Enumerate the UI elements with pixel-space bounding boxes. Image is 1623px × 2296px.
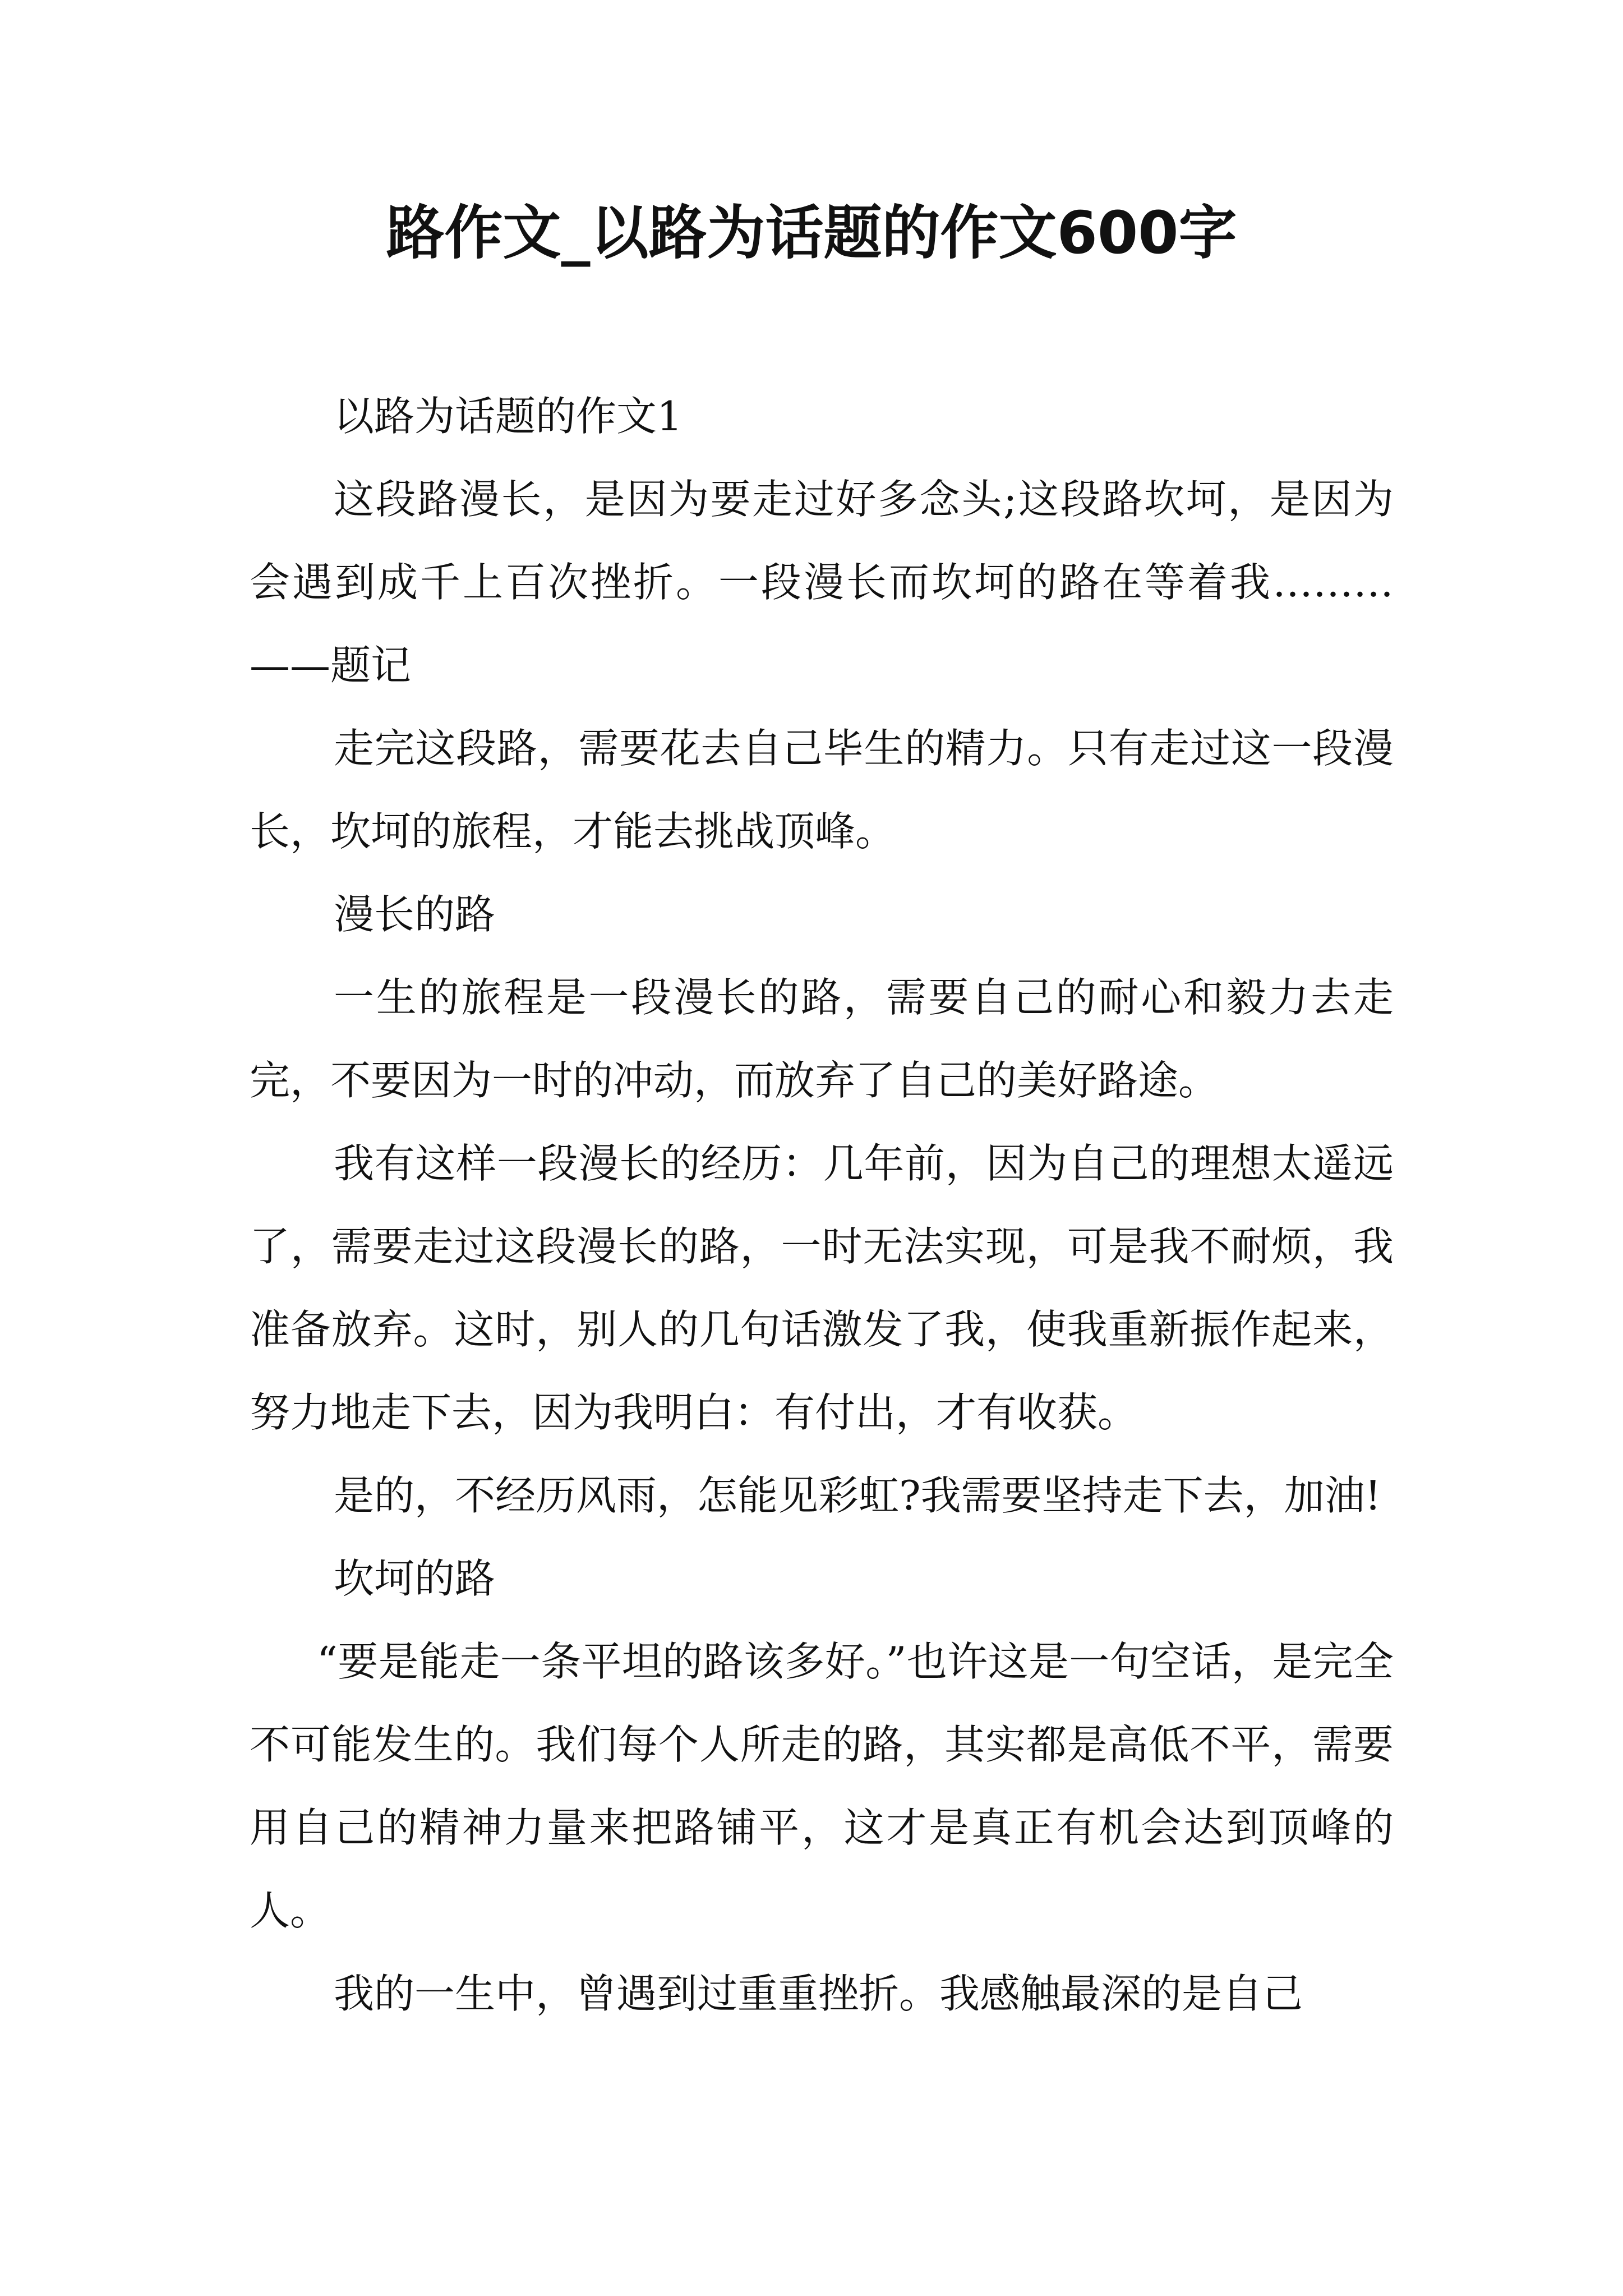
body-paragraph: “要是能走一条平坦的路该多好。”也许这是一句空话，是完全不可能发生的。我们每个人所走的路，其实都是高低不平，需要用自己的精神力量来把路铺平，这才是真正有机会达到顶峰的人。 — [250, 1638, 1394, 1934]
body-paragraph: 是的，不经历风雨，怎能见彩虹?我需要坚持走下去，加油! — [334, 1472, 1381, 1519]
body-paragraph: 我有这样一段漫长的经历：几年前，因为自己的理想太遥远了，需要走过这段漫长的路，一时无法实现，可是我不耐烦，我准备放弃。这时，别人的几句话激发了我，使我重新振作起来，努力地走下去，因为我明白：有付出，才有收获。 — [250, 1140, 1394, 1436]
epigraph-paragraph: 这段路漫长，是因为要走过好多念头;这段路坎坷，是因为会遇到成千上百次挫折。一段漫长而坎坷的路在等着我………——题记 — [250, 476, 1394, 689]
body-paragraph: 一生的旅程是一段漫长的路，需要自己的耐心和毅力去走完，不要因为一时的冲动，而放弃了自己的美好路途。 — [250, 974, 1394, 1104]
subheading-long-road: 漫长的路 — [334, 891, 496, 938]
subheading-rough-road: 坎坷的路 — [334, 1555, 496, 1602]
document-title: 路作文_以路为话题的作文600字 — [386, 199, 1237, 267]
section-heading: 以路为话题的作文1 — [334, 393, 683, 440]
body-paragraph: 我的一生中，曾遇到过重重挫折。我感触最深的是自己 — [334, 1970, 1303, 2017]
document-body — [250, 375, 1394, 2035]
body-paragraph: 走完这段路，需要花去自己毕生的精力。只有走过这一段漫长，坎坷的旅程，才能去挑战顶峰。 — [250, 725, 1394, 855]
